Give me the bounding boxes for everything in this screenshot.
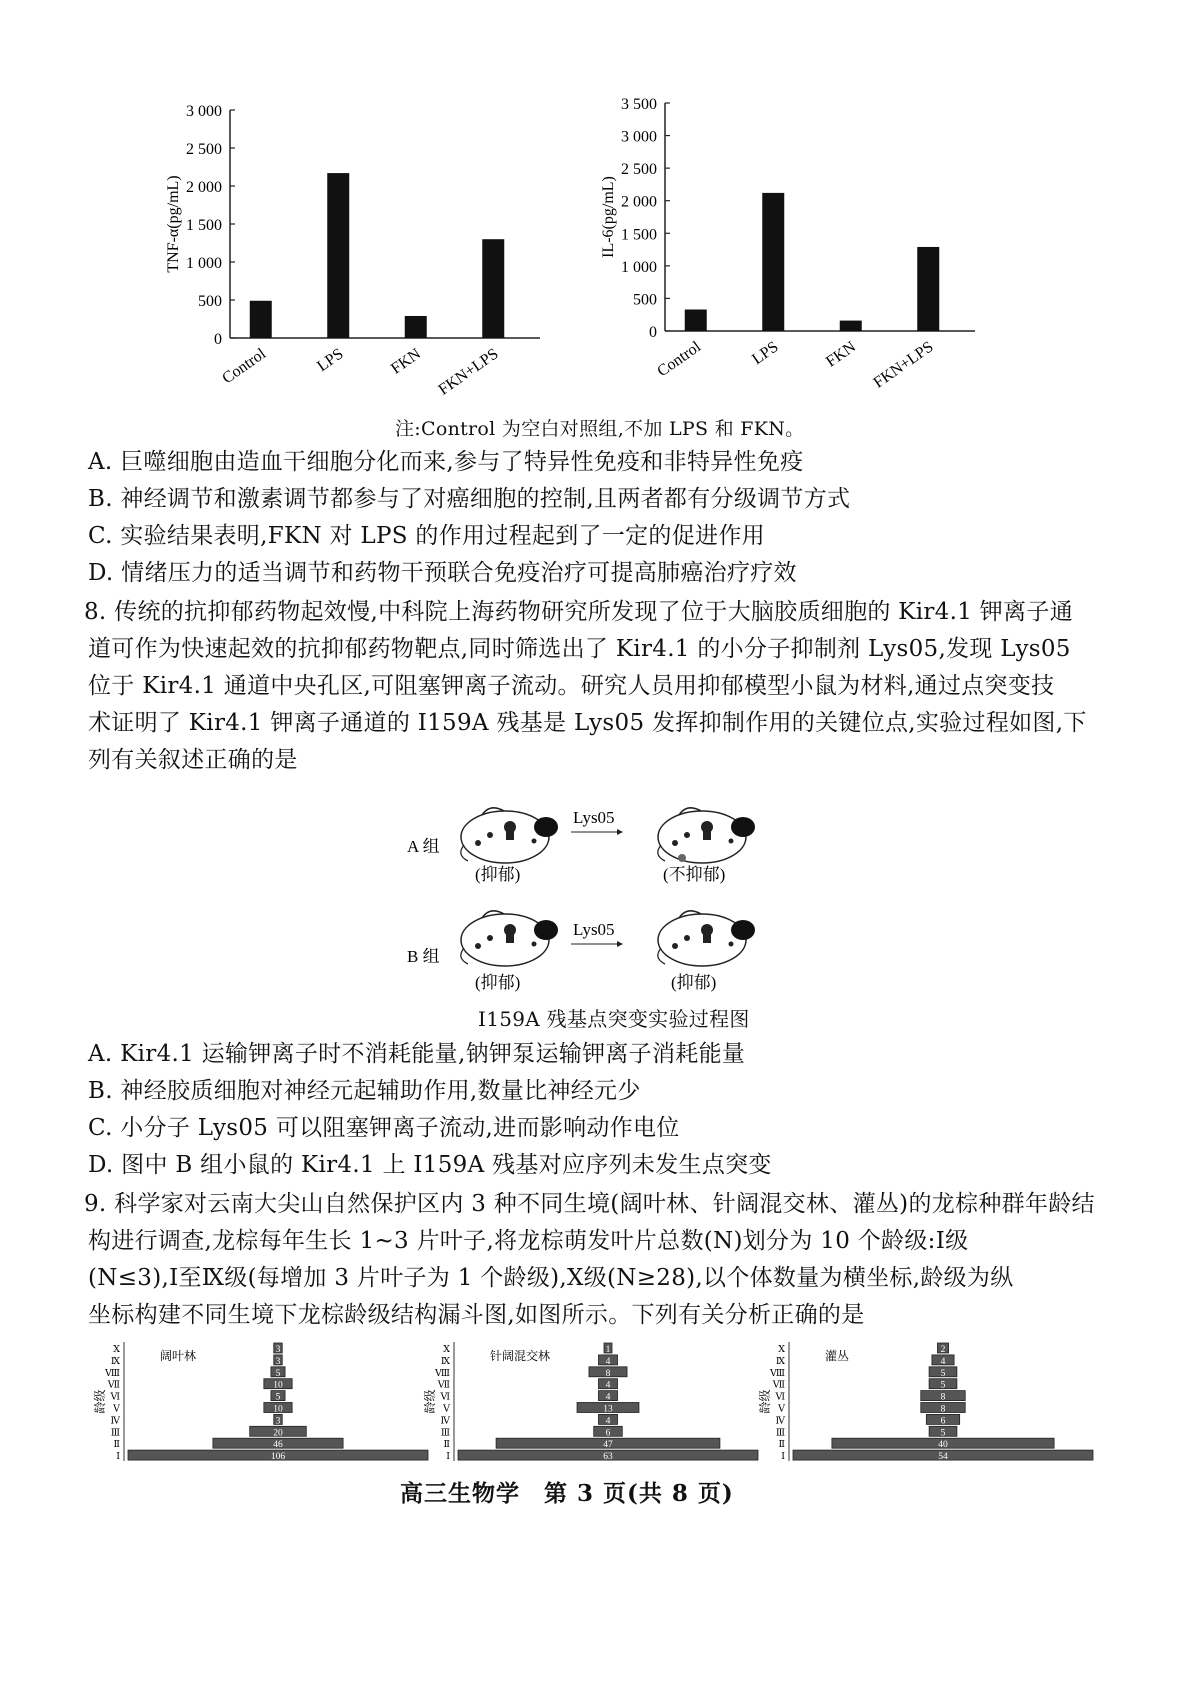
q8-stem-line-2: 道可作为快速起效的抗抑郁药物靶点,同时筛选出了 Kir4.1 的小分子抑制剂 Lys05,发现 Lys05 (88, 636, 1071, 662)
age-class-label: Ⅲ (110, 1428, 120, 1439)
y-tick-label: 3 000 (621, 128, 657, 146)
bar-value-label: 2 (940, 1345, 946, 1355)
bar-value-label: 10 (273, 1404, 283, 1415)
age-class-label: Ⅰ (116, 1452, 120, 1463)
mouse-icon-b-after (658, 911, 755, 966)
q8-stem-line-4: 术证明了 Kir4.1 钾离子通道的 I159A 残基是 Lys05 发挥抑制作用的关键位点,实验过程如图,下 (88, 710, 1087, 736)
y-axis-label: TNF-α(pg/mL) (165, 175, 182, 273)
q7-option-a: A. 巨噬细胞由造血干细胞分化而来,参与了特异性免疫和非特异性免疫 (88, 449, 804, 475)
page-footer: 高三生物学 第 3 页(共 8 页) (400, 1480, 734, 1507)
age-class-label: Ⅶ (107, 1380, 120, 1391)
q8-option-d: D. 图中 B 组小鼠的 Kir4.1 上 I159A 残基对应序列未发生点突变 (88, 1152, 772, 1178)
age-class-label: Ⅰ (781, 1452, 785, 1463)
habitat-title: 阔叶林 (160, 1349, 197, 1363)
age-class-label: Ⅱ (778, 1440, 785, 1451)
bar-value-label: 40 (938, 1440, 948, 1451)
funnel-chart-broadleaf (90, 1338, 445, 1474)
bar-value-label: 3 (275, 1345, 281, 1355)
bar-control (250, 301, 272, 338)
habitat-title: 针阔混交林 (490, 1349, 551, 1363)
bar-value-label: 6 (605, 1428, 611, 1439)
x-tick-label: LPS (314, 345, 347, 376)
bar-value-label: 20 (273, 1428, 283, 1439)
bar-value-label: 5 (940, 1368, 946, 1379)
q8-option-c: C. 小分子 Lys05 可以阻塞钾离子流动,进而影响动作电位 (88, 1115, 680, 1141)
bar-value-label: 6 (940, 1416, 946, 1427)
age-class-label: Ⅳ (440, 1416, 450, 1427)
bar-fkn-lps (917, 247, 939, 331)
age-class-label: Ⅹ (443, 1345, 450, 1355)
bar-value-label: 4 (605, 1356, 611, 1367)
y-axis-label: 龄级 (758, 1389, 772, 1414)
y-tick-label: 2 000 (621, 193, 657, 211)
normal-spot-icon (678, 854, 686, 862)
bar-fkn (840, 321, 862, 331)
bar-value-label: 46 (273, 1440, 283, 1451)
age-class-label: Ⅸ (775, 1356, 785, 1367)
age-class-label: Ⅷ (105, 1368, 120, 1379)
bar-value-label: 1 (605, 1345, 611, 1355)
age-class-label: Ⅷ (770, 1368, 785, 1379)
age-class-label: Ⅲ (775, 1428, 785, 1439)
bar-value-label: 3 (275, 1356, 281, 1367)
group-b-label: B 组 (407, 947, 440, 966)
q8-diagram-caption: I159A 残基点突变实验过程图 (478, 1007, 750, 1031)
x-tick-label: FKN+LPS (870, 338, 937, 392)
age-class-label: Ⅵ (110, 1392, 120, 1403)
bar-lps (762, 193, 784, 331)
bar-value-label: 8 (940, 1404, 946, 1415)
drug-label-a: Lys05 (573, 808, 615, 827)
bar-value-label: 4 (940, 1356, 946, 1367)
x-tick-label: Control (654, 338, 705, 381)
age-class-label: Ⅹ (113, 1345, 120, 1355)
q8-stem-line-5: 列有关叙述正确的是 (88, 747, 298, 773)
mouse-icon-a-after (658, 808, 755, 863)
age-class-label: Ⅱ (113, 1440, 120, 1451)
figure-note: 注:Control 为空白对照组,不加 LPS 和 FKN。 (395, 418, 805, 440)
age-class-label: Ⅰ (446, 1452, 450, 1463)
y-tick-label: 1 000 (186, 255, 222, 272)
age-class-label: Ⅴ (778, 1404, 785, 1415)
age-class-label: Ⅴ (113, 1404, 120, 1415)
mutation-experiment-diagram (395, 790, 795, 1020)
q9-stem-line-2: 构进行调查,龙棕每年生长 1~3 片叶子,将龙棕萌发叶片总数(N)划分为 10 个龄级:Ⅰ级 (88, 1228, 969, 1254)
bar-value-label: 5 (940, 1428, 946, 1439)
x-tick-label: LPS (749, 338, 782, 369)
bar-value-label: 4 (605, 1392, 611, 1403)
bar-value-label: 5 (275, 1368, 281, 1379)
drug-label-b: Lys05 (573, 920, 615, 939)
bar-value-label: 8 (940, 1392, 946, 1403)
age-class-label: Ⅳ (775, 1416, 785, 1427)
habitat-title: 灌丛 (825, 1349, 850, 1363)
y-tick-label: 500 (633, 291, 657, 309)
q9-stem-line-3: (N≤3),Ⅰ至Ⅸ级(每增加 3 片叶子为 1 个龄级),Ⅹ级(N≥28),以个体数量为横坐标,龄级为纵 (88, 1265, 1014, 1291)
a-before-state: (抑郁) (475, 865, 521, 884)
x-tick-label: FKN (388, 345, 425, 378)
q8-option-b: B. 神经胶质细胞对神经元起辅助作用,数量比神经元少 (88, 1078, 641, 1104)
bar-value-label: 47 (603, 1440, 613, 1451)
age-class-label: Ⅸ (110, 1356, 120, 1367)
q8-stem-line-3: 位于 Kir4.1 通道中央孔区,可阻塞钾离子流动。研究人员用抑郁模型小鼠为材料,通过点突变技 (88, 673, 1055, 699)
y-tick-label: 3 500 (621, 96, 657, 113)
bar-value-label: 5 (275, 1392, 281, 1403)
bar-fkn (405, 316, 427, 338)
age-class-label: Ⅵ (775, 1392, 785, 1403)
q9-stem-line-1: 9. 科学家对云南大尖山自然保护区内 3 种不同生境(阔叶林、针阔混交林、灌丛)的龙棕种群年龄结 (84, 1191, 1095, 1217)
y-tick-label: 0 (214, 331, 222, 348)
bar-value-label: 8 (605, 1368, 611, 1379)
x-tick-label: Control (219, 345, 270, 388)
bar-value-label: 5 (940, 1380, 946, 1391)
il6-bar-chart (585, 88, 1005, 413)
funnel-chart-mixed (420, 1338, 775, 1474)
bar-value-label: 13 (603, 1404, 613, 1415)
q7-option-d: D. 情绪压力的适当调节和药物干预联合免疫治疗可提高肺癌治疗疗效 (88, 560, 797, 586)
age-class-label: Ⅳ (110, 1416, 120, 1427)
q8-option-a: A. Kir4.1 运输钾离子时不消耗能量,钠钾泵运输钾离子消耗能量 (88, 1041, 746, 1067)
a-after-state: (不抑郁) (663, 865, 726, 884)
y-tick-label: 2 500 (621, 161, 657, 179)
x-tick-label: FKN+LPS (435, 345, 502, 399)
q7-option-c: C. 实验结果表明,FKN 对 LPS 的作用过程起到了一定的促进作用 (88, 523, 765, 549)
y-tick-label: 1 000 (621, 258, 657, 276)
x-tick-label: FKN (823, 338, 860, 371)
bar-value-label: 4 (605, 1380, 611, 1391)
q7-option-b: B. 神经调节和激素调节都参与了对癌细胞的控制,且两者都有分级调节方式 (88, 486, 851, 512)
y-axis-label: 龄级 (423, 1389, 437, 1414)
y-tick-label: 1 500 (186, 217, 222, 234)
age-class-label: Ⅸ (440, 1356, 450, 1367)
q8-stem-line-1: 8. 传统的抗抑郁药物起效慢,中科院上海药物研究所发现了位于大脑胶质细胞的 Kir4.1 钾离子通 (84, 599, 1073, 625)
b-after-state: (抑郁) (671, 973, 717, 992)
bar-value-label: 3 (275, 1416, 281, 1427)
mouse-icon-a-before (461, 808, 558, 863)
b-before-state: (抑郁) (475, 973, 521, 992)
mouse-icon-b-before (461, 911, 558, 966)
bar-lps (327, 173, 349, 338)
bar-value-label: 106 (270, 1452, 286, 1463)
age-class-label: Ⅶ (772, 1380, 785, 1391)
funnel-chart-shrub (755, 1338, 1110, 1474)
bar-value-label: 4 (605, 1416, 611, 1427)
y-tick-label: 1 500 (621, 226, 657, 244)
bar-fkn-lps (482, 239, 504, 338)
q9-stem-line-4: 坐标构建不同生境下龙棕龄级结构漏斗图,如图所示。下列有关分析正确的是 (88, 1302, 865, 1328)
bar-value-label: 63 (603, 1452, 613, 1463)
bar-control (685, 310, 707, 331)
tnf-alpha-bar-chart (150, 95, 570, 415)
y-tick-label: 500 (198, 293, 222, 310)
y-tick-label: 0 (649, 324, 657, 341)
y-tick-label: 2 000 (186, 179, 222, 196)
age-class-label: Ⅹ (778, 1345, 785, 1355)
age-class-label: Ⅵ (440, 1392, 450, 1403)
age-class-label: Ⅲ (440, 1428, 450, 1439)
y-tick-label: 3 000 (186, 103, 222, 120)
age-class-label: Ⅴ (443, 1404, 450, 1415)
age-class-label: Ⅱ (443, 1440, 450, 1451)
bar-value-label: 54 (938, 1452, 948, 1463)
group-a-label: A 组 (407, 837, 440, 856)
age-class-label: Ⅷ (435, 1368, 450, 1379)
y-tick-label: 2 500 (186, 141, 222, 158)
y-axis-label: 龄级 (93, 1389, 107, 1414)
y-axis-label: IL-6(pg/mL) (600, 176, 617, 258)
bar-value-label: 10 (273, 1380, 283, 1391)
age-class-label: Ⅶ (437, 1380, 450, 1391)
